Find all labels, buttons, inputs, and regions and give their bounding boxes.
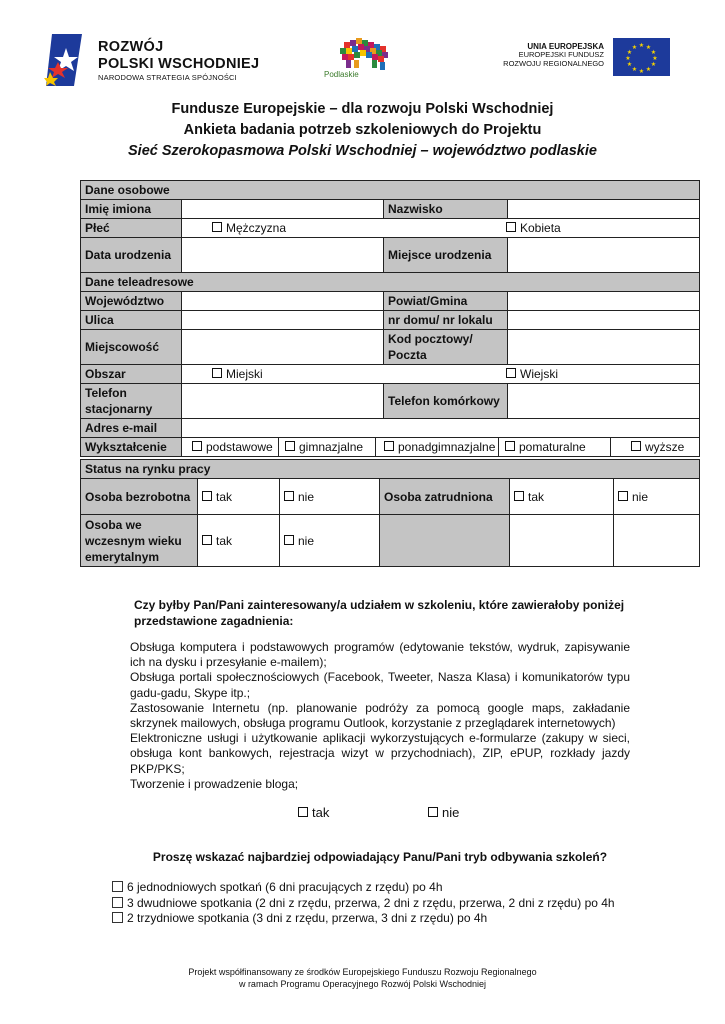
eu-line3: ROZWOJU REGIONALNEGO [503, 58, 604, 68]
option-kobieta: Kobieta [520, 221, 561, 235]
field-wyksztalcenie [182, 438, 700, 457]
topic-item: Tworzenie i prowadzenie bloga; [130, 776, 299, 791]
label-miejsce-urodzenia: Miejsce urodzenia [384, 238, 508, 273]
labor-status-table [80, 459, 700, 567]
field-powiat[interactable] [508, 292, 700, 311]
title-funds: Fundusze Europejskie – dla rozwoju Polski Wschodniej [171, 101, 554, 117]
eu-line2: EUROPEJSKI FUNDUSZ [518, 50, 604, 60]
mode-option-3[interactable] [112, 911, 615, 927]
section-contact: Dane teleadresowe [81, 273, 700, 292]
checkbox-icon [506, 368, 516, 378]
checkbox-icon [285, 441, 295, 451]
label-emerytalnym: Osoba we wczesnym wieku emerytalnym [81, 515, 198, 567]
section-personal: Dane osobowe [81, 181, 700, 200]
label-data-urodzenia: Data urodzenia [81, 238, 182, 273]
answer-nie-checkbox[interactable] [428, 805, 459, 820]
logo-line2: POLSKI WSCHODNIEJ [98, 55, 260, 72]
label-telefon-stacjonarny: Telefon stacjonarny [81, 384, 182, 419]
checkbox-icon [505, 441, 515, 451]
option-gimnazjalne: gimnazjalne [299, 440, 364, 454]
topic-item: Elektroniczne usługi i użytkowanie aplikacji wykorzystujących e-formularze (zakupy w sieci, obsługa kont bankowych, rejestracja wizyt w przychodniach), ZIP, ePUP, rozkłady jazdy PKP/PKS; [130, 731, 630, 776]
empty-cell [380, 515, 510, 567]
field-email[interactable] [182, 419, 700, 438]
checkbox-icon [631, 441, 641, 451]
mode-option-2[interactable] [112, 896, 615, 912]
checkbox-emerytalnym-tak[interactable] [198, 515, 280, 567]
label-nr-domu: nr domu/ nr lokalu [384, 311, 508, 330]
topic-item: Zastosowanie Internetu (np. planowanie podróży za pomocą google maps, zakładanie skrzynek mailowych, obsługa programu Outlook, korzystanie z przeglądarek internetowych) [130, 700, 630, 731]
footer-line2: w ramach Programu Operacyjnego Rozwój Polski Wschodniej [238, 978, 487, 989]
topic-item: Obsługa portali społecznościowych (Facebook, Tweeter, Nasza Klasa) i komunikatorów typu gadu-gadu, Skype itp.; [130, 670, 630, 700]
option-nie: nie [298, 533, 315, 548]
checkbox-icon [506, 222, 516, 232]
empty-cell [614, 515, 700, 567]
label-email: Adres e-mail [81, 419, 182, 438]
label-miejscowosc: Miejscowość [81, 330, 182, 365]
podlaskie-label: Podlaskie [324, 70, 359, 79]
mode-option-label: 2 trzydniowe spotkania (3 dni z rzędu, przerwa, 3 dni z rzędu) po 4h [127, 911, 488, 925]
checkbox-podstawowe[interactable] [182, 438, 279, 456]
field-imie[interactable] [182, 200, 384, 219]
mode-option-1[interactable] [112, 880, 615, 896]
checkbox-icon [112, 897, 123, 908]
field-telefon-stacjonarny[interactable] [182, 384, 384, 419]
footer-line1: Projekt współfinansowany ze środków Europejskiego Funduszu Rozwoju Regionalnego [188, 967, 537, 977]
checkbox-icon [514, 491, 524, 501]
logo-line3: NARODOWA STRATEGIA SPÓJNOŚCI [98, 73, 237, 82]
checkbox-bezrobotna-tak[interactable] [198, 479, 280, 515]
checkbox-bezrobotna-nie[interactable] [280, 479, 380, 515]
question-mode: Proszę wskazać najbardziej odpowiadający Panu/Pani tryb odbywania szkoleń? [152, 850, 608, 864]
title-survey: Ankieta badania potrzeb szkoleniowych do Projektu [183, 122, 542, 138]
svg-text:★: ★ [645, 44, 652, 51]
checkbox-miejski[interactable] [182, 366, 444, 382]
empty-cell [510, 515, 614, 567]
option-pomaturalne: pomaturalne [519, 440, 586, 454]
checkbox-gimnazjalne[interactable] [279, 438, 376, 456]
checkbox-emerytalnym-nie[interactable] [280, 515, 380, 567]
option-tak: tak [528, 489, 545, 504]
checkbox-icon [428, 807, 438, 817]
checkbox-icon [384, 441, 394, 451]
answer-tak-label: tak [312, 805, 330, 820]
svg-text:★: ★ [631, 44, 638, 51]
checkbox-icon [112, 881, 123, 892]
option-nie: nie [298, 489, 315, 504]
podlaskie-logo [322, 34, 402, 84]
star-emblem-icon [44, 28, 90, 88]
checkbox-icon [298, 807, 308, 817]
checkbox-zatrudniona-nie[interactable] [614, 479, 700, 515]
checkbox-pomaturalne[interactable] [499, 438, 611, 456]
checkbox-icon [284, 535, 294, 545]
label-kod-pocztowy: Kod pocztowy/ Poczta [384, 330, 508, 365]
title-project: Sieć Szerokopasmowa Polski Wschodniej – województwo podlaskie [128, 143, 597, 159]
mode-options [112, 880, 615, 927]
svg-text:★: ★ [626, 49, 633, 56]
label-imie: Imię imiona [81, 200, 182, 219]
eu-line1: UNIA EUROPEJSKA [527, 42, 604, 51]
option-tak: tak [216, 533, 233, 548]
svg-text:★: ★ [626, 61, 633, 68]
logo-line1: ROZWÓJ [98, 39, 164, 55]
label-ulica: Ulica [81, 311, 182, 330]
personal-data-table [80, 180, 700, 457]
option-ponadgimnazjalne: ponadgimnazjalne [398, 440, 496, 454]
option-mezczyzna: Mężczyzna [226, 221, 287, 235]
option-wyzsze: wyższe [645, 440, 685, 454]
field-telefon-komorkowy[interactable] [508, 384, 700, 419]
field-wojewodztwo[interactable] [182, 292, 384, 311]
rozwoj-polski-wschodniej-logo [44, 28, 274, 90]
field-obszar [182, 365, 700, 384]
label-telefon-komorkowy: Telefon komórkowy [384, 384, 508, 419]
topics-list [130, 640, 630, 792]
checkbox-icon [192, 441, 202, 451]
field-kod-pocztowy[interactable] [508, 330, 700, 365]
label-wyksztalcenie: Wykształcenie [81, 438, 182, 457]
label-obszar: Obszar [81, 365, 182, 384]
checkbox-mezczyzna[interactable] [182, 220, 444, 236]
svg-text:★: ★ [652, 55, 658, 62]
option-wiejski: Wiejski [520, 367, 558, 381]
field-data-urodzenia[interactable] [182, 238, 384, 273]
answer-tak-checkbox[interactable] [298, 805, 329, 820]
label-powiat: Powiat/Gmina [384, 292, 508, 311]
checkbox-icon [202, 535, 212, 545]
checkbox-kobieta[interactable] [444, 220, 561, 236]
label-nazwisko: Nazwisko [384, 200, 508, 219]
topic-item: Obsługa komputera i podstawowych programów (edytowanie tekstów, wydruk, zapisywanie ich na dysku i przesyłanie e-mailem); [130, 640, 630, 670]
svg-text:★: ★ [645, 66, 652, 73]
checkbox-icon [284, 491, 294, 501]
section-labor: Status na rynku pracy [81, 460, 700, 479]
label-bezrobotna: Osoba bezrobotna [81, 479, 198, 515]
field-plec [182, 219, 700, 238]
svg-text:★: ★ [625, 55, 631, 62]
checkbox-icon [212, 368, 222, 378]
question-interest: Czy byłby Pan/Pani zainteresowany/a udziałem w szkoleniu, które zawierałoby poniżej przedstawione zagadnienia: [134, 598, 625, 628]
svg-text:★: ★ [638, 42, 645, 49]
option-tak: tak [216, 489, 233, 504]
checkbox-icon [618, 491, 628, 501]
label-zatrudniona: Osoba zatrudniona [380, 479, 510, 515]
checkbox-wyzsze[interactable] [611, 439, 684, 455]
svg-text:★: ★ [650, 49, 657, 56]
option-nie: nie [632, 489, 649, 504]
label-plec: Płeć [81, 219, 182, 238]
eu-text [484, 42, 604, 68]
eu-flag-icon [613, 38, 670, 76]
checkbox-wiejski[interactable] [444, 366, 558, 382]
field-ulica[interactable] [182, 311, 384, 330]
field-nr-domu[interactable] [508, 311, 700, 330]
field-miejsce-urodzenia[interactable] [508, 238, 700, 273]
answer-nie-label: nie [442, 805, 460, 820]
field-nazwisko[interactable] [508, 200, 700, 219]
svg-text:★: ★ [631, 66, 638, 73]
checkbox-icon [202, 491, 212, 501]
mode-option-label: 6 jednodniowych spotkań (6 dni pracujących z rzędu) po 4h [127, 880, 443, 894]
field-miejscowosc[interactable] [182, 330, 384, 365]
svg-text:★: ★ [638, 68, 645, 75]
checkbox-icon [112, 912, 123, 923]
option-miejski: Miejski [226, 367, 263, 381]
svg-text:★: ★ [650, 61, 657, 68]
option-podstawowe: podstawowe [206, 440, 273, 454]
checkbox-zatrudniona-tak[interactable] [510, 479, 614, 515]
checkbox-icon [212, 222, 222, 232]
checkbox-ponadgimnazjalne[interactable] [376, 438, 499, 456]
mode-option-label: 3 dwudniowe spotkania (2 dni z rzędu, przerwa, 2 dni z rzędu, przerwa, 2 dni z rzędu) po 4h [127, 895, 615, 910]
label-wojewodztwo: Województwo [81, 292, 182, 311]
footer [0, 967, 725, 990]
